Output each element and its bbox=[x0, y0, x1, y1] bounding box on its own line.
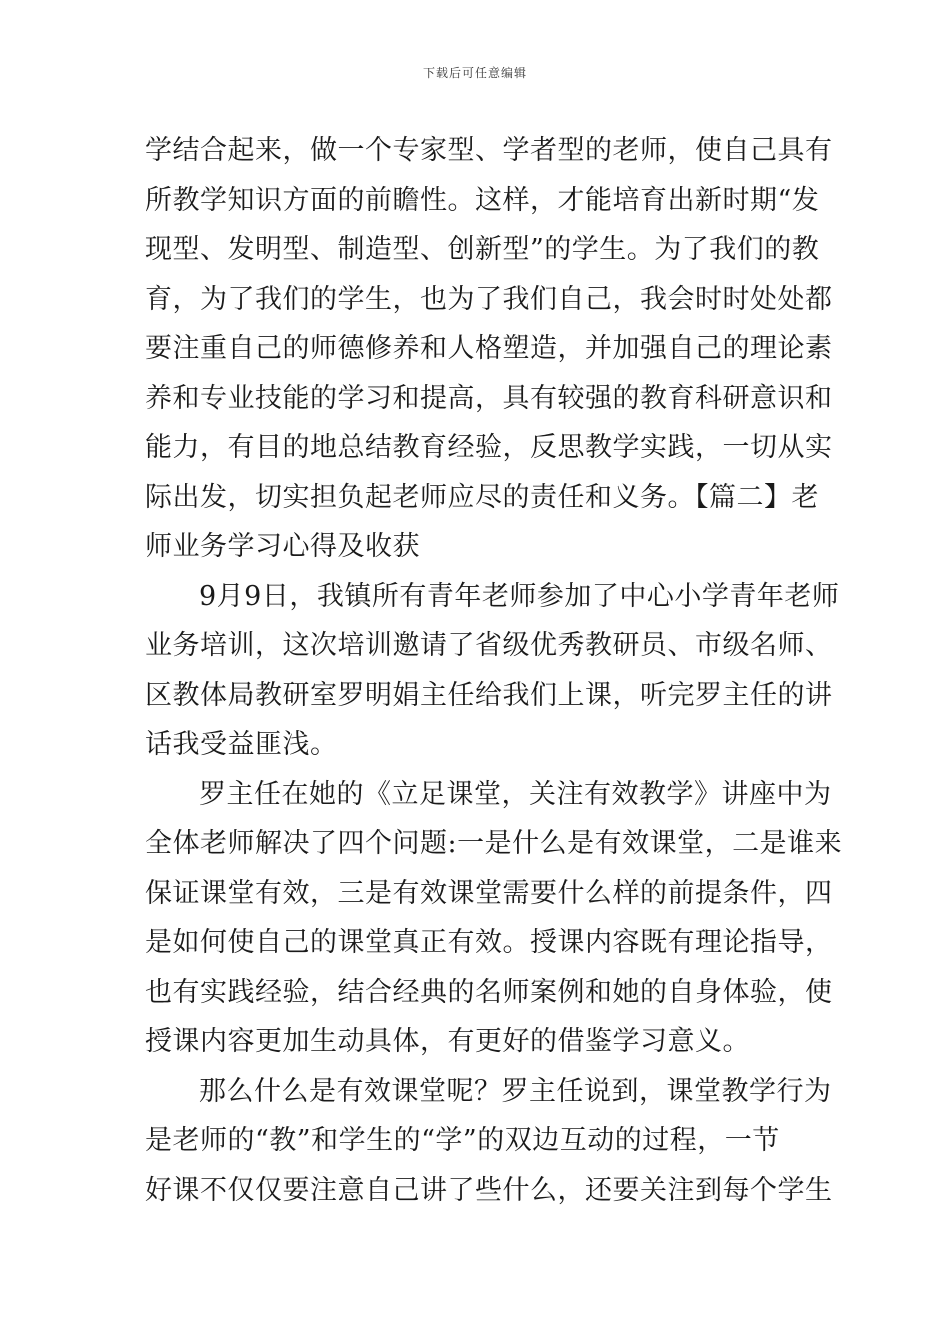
text-line: 现型、发明型、制造型、创新型”的学生。为了我们的教 bbox=[145, 234, 820, 265]
paragraph-first-line: 那么什么是有效课堂呢？罗主任说到，课堂教学行为 bbox=[199, 1075, 832, 1107]
text-line: 所教学知识方面的前瞻性。这样，才能培育出新时期“发 bbox=[145, 184, 820, 216]
text-line: 也有实践经验，结合经典的名师案例和她的自身体验，使 bbox=[145, 976, 833, 1008]
text-line: 话我受益匪浅。 bbox=[145, 729, 338, 760]
text-line: 能力，有目的地总结教育经验，反思教学实践，一切从实 bbox=[145, 432, 833, 463]
text-line: 育，为了我们的学生，也为了我们自己，我会时时处处都 bbox=[145, 283, 833, 315]
text-line: 养和专业技能的学习和提高，具有较强的教育科研意识和 bbox=[145, 382, 833, 414]
text-line: 学结合起来，做一个专家型、学者型的老师，使自己具有 bbox=[145, 135, 833, 166]
text-line: 好课不仅仅要注意自己讲了些什么，还要关注到每个学生 bbox=[145, 1174, 833, 1206]
text-line: 师业务学习心得及收获 bbox=[145, 531, 420, 562]
paragraph-first-line: 9月9日，我镇所有青年老师参加了中心小学青年老师 bbox=[199, 580, 840, 612]
text-line: 要注重自己的师德修养和人格塑造，并加强自己的理论素 bbox=[145, 333, 833, 364]
text-line: 是如何使自己的课堂真正有效。授课内容既有理论指导， bbox=[145, 927, 833, 958]
text-line: 业务培训，这次培训邀请了省级优秀教研员、市级名师、 bbox=[145, 630, 833, 661]
text-line: 保证课堂有效，三是有效课堂需要什么样的前提条件，四 bbox=[145, 877, 833, 909]
text-line: 区教体局教研室罗明娟主任给我们上课，听完罗主任的讲 bbox=[145, 679, 833, 711]
paragraph-first-line: 罗主任在她的《立足课堂，关注有效教学》讲座中为 bbox=[199, 778, 832, 810]
text-line: 际出发，切实担负起老师应尽的责任和义务。【篇二】老 bbox=[145, 481, 819, 513]
text-line: 全体老师解决了四个问题:一是什么是有效课堂，二是谁来 bbox=[145, 828, 843, 859]
text-line: 授课内容更加生动具体，有更好的借鉴学习意义。 bbox=[145, 1026, 750, 1057]
page-header-note: 下载后可任意编辑 bbox=[422, 66, 527, 80]
document-body bbox=[145, 126, 843, 1215]
text-line: 是老师的“教”和学生的“学”的双边互动的过程，一节 bbox=[145, 1125, 780, 1156]
